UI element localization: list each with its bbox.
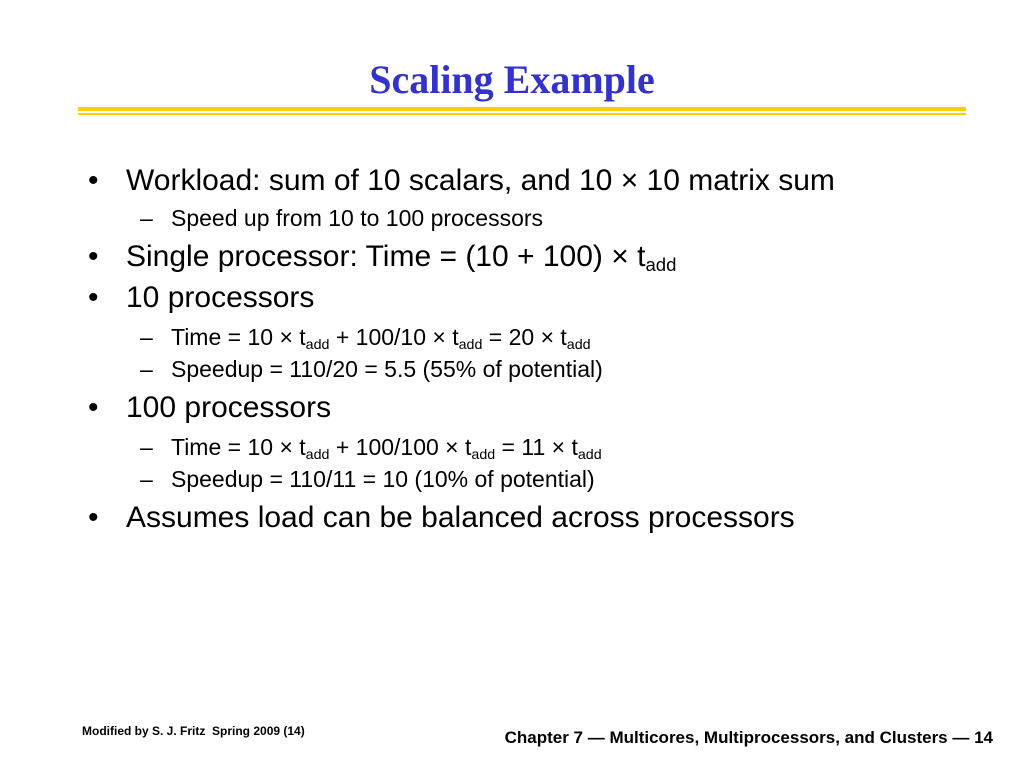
- bullet-marker: •: [88, 281, 99, 314]
- subscript: add: [458, 336, 483, 353]
- bullet-text: [126, 239, 676, 275]
- bullet-text-part: Speed up from 10 to 100 processors: [171, 205, 544, 231]
- subbullet-marker: –: [140, 324, 153, 350]
- subbullet-marker: –: [140, 434, 153, 460]
- subbullet-text: [171, 355, 603, 383]
- subbullet-text: [171, 204, 543, 232]
- bullet-text-part: Time = 10 × t: [171, 434, 306, 460]
- bullet-text: [126, 163, 835, 199]
- bullet-text: [126, 500, 795, 536]
- bullet-text-part: Speedup = 110/11 = 10 (10% of potential): [171, 466, 595, 492]
- subscript: add: [305, 446, 330, 463]
- subscript: add: [566, 336, 591, 353]
- bullet-marker: •: [88, 240, 99, 273]
- subscript: add: [645, 254, 677, 276]
- bullet-text-part: Assumes load can be balanced across processors: [126, 501, 795, 534]
- bullet-marker: •: [88, 501, 99, 534]
- bullet-text-part: = 11 × t: [495, 434, 578, 460]
- bullet-text-part: Time = 10 × t: [171, 324, 306, 350]
- bullet-text-part: + 100/10 × t: [329, 324, 459, 350]
- bullet-text-part: Speedup = 110/20 = 5.5 (55% of potential): [171, 356, 603, 382]
- bullet-text-part: Single processor: Time = (10 + 100) × t: [126, 240, 646, 273]
- footer-modified-by: Modified by S. J. Fritz Spring 2009 (14): [82, 724, 305, 738]
- subscript: add: [305, 336, 330, 353]
- subbullet-marker: –: [140, 205, 153, 231]
- bullet-text-part: + 100/100 × t: [329, 434, 472, 460]
- footer-chapter: Chapter 7 — Multicores, Multiprocessors, and Clusters — 14: [504, 728, 993, 747]
- subbullet-marker: –: [140, 466, 153, 492]
- slide-title: Scaling Example: [369, 57, 655, 102]
- bullet-text-part: = 20 × t: [482, 324, 567, 350]
- bullet-text-part: 100 processors: [126, 391, 332, 424]
- bullet-text-part: 10 processors: [126, 281, 315, 314]
- bullet-marker: •: [88, 391, 99, 424]
- bullet-marker: •: [88, 164, 99, 197]
- bullet-text-part: Workload: sum of 10 scalars, and 10 × 10 matrix sum: [126, 164, 835, 197]
- bullet-text: [126, 280, 314, 316]
- bullet-text: [126, 390, 331, 426]
- subscript: add: [577, 446, 602, 463]
- subscript: add: [471, 446, 496, 463]
- subbullet-text: [171, 433, 602, 461]
- subbullet-text: [171, 465, 595, 493]
- subbullet-marker: –: [140, 356, 153, 382]
- subbullet-text: [171, 323, 591, 351]
